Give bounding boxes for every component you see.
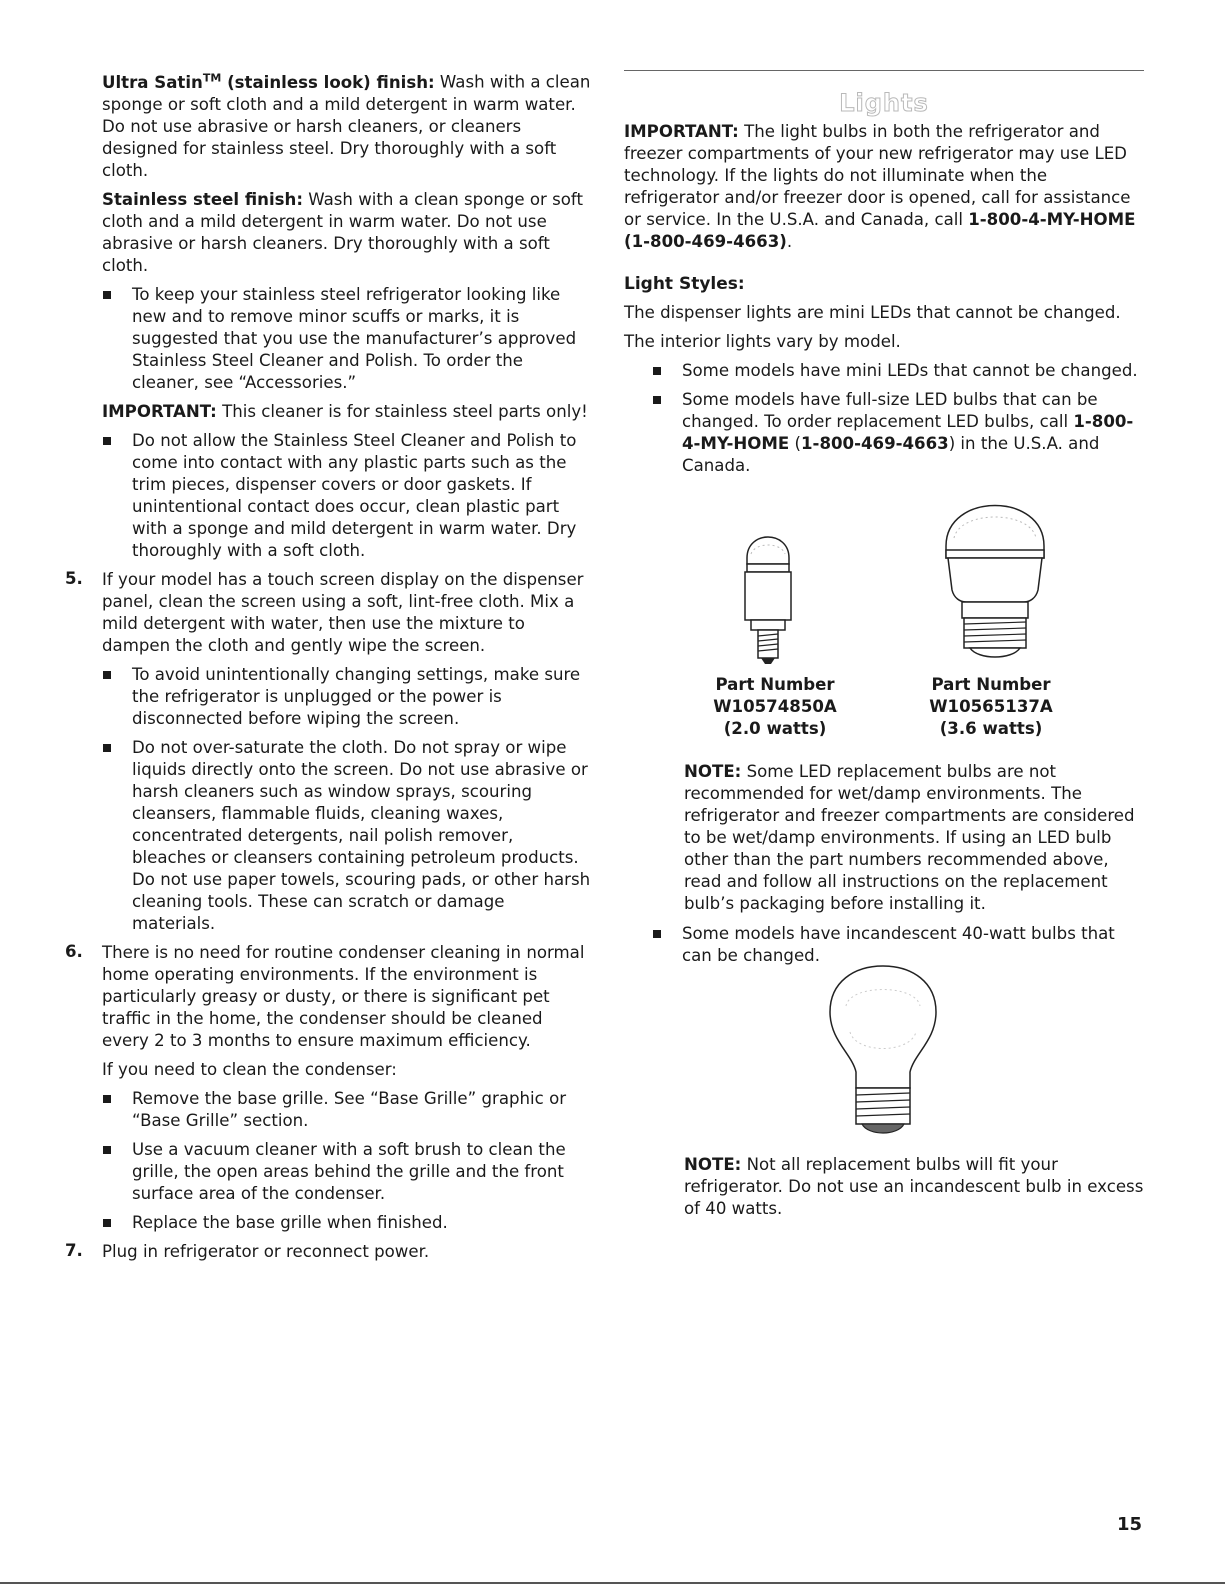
page-number: 15 (1116, 1514, 1142, 1535)
stainless-steel-label: Stainless steel finish: (102, 189, 303, 209)
incandescent-note: NOTE: Not all replacement bulbs will fit your refrigerator. Do not use an incandescent bulb in excess of 40 watts. (684, 1155, 1144, 1218)
step-5: 5. If your model has a touch screen display on the dispenser panel, clean the screen using a soft, lint-free cloth. Mix a mild detergent with water, then use the mixture to dampen the cloth and gently wipe the screen. (65, 568, 584, 655)
list-item: Some models have incandescent 40-watt bulbs that can be changed. (652, 923, 1144, 967)
step-6: 6. There is no need for routine condenser cleaning in normal home operating environments. If the environment is particularly greasy or dusty, or there is significant pet traffic in the home, the condenser should be cleaned every 2 to 3 months to ensure maximum efficiency. (65, 941, 585, 1050)
section-divider (624, 70, 1144, 71)
list-item: Use a vacuum cleaner with a soft brush to clean the grille, the open areas behind the grille and the front surface area of the condenser. (102, 1139, 592, 1205)
list-item: Do not over-saturate the cloth. Do not spray or wipe liquids directly onto the screen. Do not use abrasive or harsh cleaners such as window sprays, scouring cleansers, flammable fluids, cleaning waxes, concentrated detergents, nail polish remover, bleaches or cleansers containing petroleum products. Do not use paper towels, scouring pads, or other harsh cleaning tools. These can scratch or damage materials. (102, 737, 592, 935)
list-item: Do not allow the Stainless Steel Cleaner and Polish to come into contact with any plastic parts such as the trim pieces, dispenser covers or door gaskets. If unintentional contact does occur, clean plastic part with a sponge and mild detergent in warm water. Dry thoroughly with a soft cloth. (102, 430, 592, 562)
important-note: IMPORTANT: The light bulbs in both the refrigerator and freezer compartments of your new refrigerator may use LED technology. If the lights do not illuminate when the refrigerator and/or freezer door is opened, call for assistance or service. In the U.S.A. and Canada, call 1-800-4-MY-HOME (1-800-469-4663). (624, 122, 1136, 251)
stainless-steel-paragraph: Stainless steel finish: Wash with a clean sponge or soft cloth and a mild detergent in warm water. Do not use abrasive or harsh cleaners. Dry thoroughly with a soft cloth. (102, 189, 583, 275)
full-size-led-bulb-icon (940, 498, 1050, 673)
condenser-intro: If you need to clean the condenser: (102, 1059, 397, 1079)
list-item: Replace the base grille when finished. (102, 1212, 592, 1234)
part-number-1: Part Number W10574850A (2.0 watts) (713, 675, 837, 738)
list-item: Remove the base grille. See “Base Grille” graphic or “Base Grille” section. (102, 1088, 592, 1132)
ultra-satin-paragraph: Ultra Satin™ (stainless look) finish: Wash with a clean sponge or soft cloth and a mild detergent in warm water. Do not use abrasive or harsh cleaners, or cleaners designed for stainless steel. Dry thoroughly with a soft cloth. (102, 71, 591, 180)
right-lower-block (624, 761, 1144, 967)
left-column (65, 67, 592, 1263)
section-heading: Lights (839, 89, 929, 117)
step-7: 7. Plug in refrigerator or reconnect power. (65, 1240, 430, 1261)
subheading: Light Styles: (624, 274, 745, 294)
list-item: Some models have mini LEDs that cannot be changed. (652, 360, 1144, 382)
interior-text: The interior lights vary by model. (624, 332, 901, 351)
ultra-satin-label: Ultra Satin™ (stainless look) finish: (102, 71, 435, 92)
list-item: To avoid unintentionally changing settings, make sure the refrigerator is unplugged or the power is disconnected before wiping the screen. (102, 664, 592, 730)
right-column (624, 70, 1144, 477)
part-number-2: Part Number W10565137A (3.6 watts) (929, 675, 1053, 738)
list-item: To keep your stainless steel refrigerator looking like new and to remove minor scuffs or marks, it is suggested that you use the manufacturer’s approved Stainless Steel Cleaner and Polish. To order the cleaner, see “Accessories.” (102, 284, 592, 394)
list-item: Some models have full-size LED bulbs that can be changed. To order replacement LED bulbs, call 1-800-4-MY-HOME (1-800-469-4663) in the U.S.A. and Canada. (652, 389, 1144, 477)
page-bottom-border (0, 1582, 1225, 1584)
led-note: NOTE: Some LED replacement bulbs are not recommended for wet/damp environments. The refrigerator and freezer compartments are considered to be wet/damp environments. If using an LED bulb other than the part numbers recommended above, read and follow all instructions on the replacement bulb’s packaging before installing it. (684, 762, 1135, 913)
mini-led-bulb-icon (733, 520, 803, 670)
dispenser-text: The dispenser lights are mini LEDs that cannot be changed. (624, 303, 1121, 322)
important-note: IMPORTANT: This cleaner is for stainless steel parts only! (102, 401, 588, 421)
incandescent-bulb-icon (826, 962, 941, 1142)
